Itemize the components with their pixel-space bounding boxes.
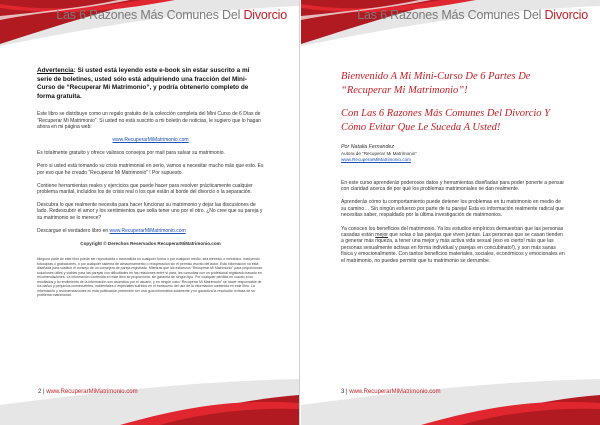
page-footer	[341, 389, 441, 395]
footer-swoosh	[301, 365, 600, 425]
page-number: 3 |	[341, 389, 350, 395]
course-subtitle: Con Las 6 Razones Más Comunes Del Divorcio Y Cómo Evitar Que Le Suceda A Usted!	[341, 108, 551, 133]
right-content	[341, 70, 566, 271]
author-role: Autora de “Recuperar Mi Matrimonio”	[341, 150, 417, 156]
paragraph-6: Descargue el verdadero libro en www.RecuperarMiMatrimonio.com	[37, 227, 186, 234]
welcome-title: Bienvenido A Mi Mini-Curso De 6 Partes De “Recuperar Mi Matrimonio”!	[341, 71, 531, 96]
paragraph-4: Contiene herramientas reales y ejercicios que puede hacer para resolver prácticamente cualquier problema marital, incluidos los de crisis real o los que están al borde del divorcio o la separación.	[37, 182, 253, 195]
header-title-accent: Divorcio	[544, 8, 588, 22]
footer-brand: www.RecuperarMiMatrimonio.com	[349, 389, 441, 395]
paragraph-1: Este libro se distribuye como un regalo gratuito de la colección completa del Mini Curso de 6 Días de “Recuperar Mi Matrimonio”. Si usted no está suscrito a mi boletín de noticias, le sugiero que lo hagan ahora en mi página web:	[37, 111, 262, 130]
author-block	[341, 144, 566, 164]
website-link-1[interactable]: www.RecuperarMiMatrimonio.com	[112, 136, 189, 143]
legal-disclaimer: Ninguna parte de este libro puede ser reproducida o transmitida en cualquier forma o por cualquier medio, sea eléctrico o mecánico, incluyendo fotocopias o grabaciones, o por cualquier sistema de almacenamiento o recuperación sin el permiso escrito del autor. Esta información no está diseñada para sustituir el consejo de un consejero de pareja registrado. Mientras que los esfuerzos “Recuperar Mi Matrimonio” para proporcionar soluciones útiles y viables para las parejas con dificultades en las relaciones entre sí para, les consultas con un profesional registrado basado en recomendaciones. La información contenida en este libro se proporciona, sin garantía de ningún tipo. Por cualquier pérdida en cuanto a los resultados y la rendimiento de la información son asumidos por el usuario, y en ningún caso “Recuperar Mi Matrimonio” se hacer responsable de los daños y perjuicios consecuentes, incidentales o especiales sufridos en el transcurso del uso de la información contenida en este libro. La información y recomendaciones en esta publicación pretenden ser una guía informativa solamente y no garantiza la resolución exitosa de su problema matrimonial.	[37, 257, 262, 298]
warning-paragraph	[37, 67, 264, 101]
underlined-word: mejor	[375, 231, 389, 238]
page-3	[301, 0, 600, 425]
page-footer	[38, 389, 138, 395]
left-content	[37, 67, 264, 305]
paragraph-2: Aprenderás cómo tu comportamiento puede detener los problemas en tu matrimonio en medio de su camino… Sin ningún esfuerzo por parte de tu pareja! Esta es información realmente radical que necesitas saber, respaldado por la última investigación de matrimonios.	[341, 199, 564, 219]
paragraph-1: En este curso aprenderás poderosos datos y herramientas diseñadas para poder ponerte a pensar con claridad acerca de por qué los problemas matrimoniales se dan realmente.	[341, 179, 565, 192]
header-title: Las 6 Razones Más Comunes Del Divorcio	[357, 8, 588, 22]
warning-text: : Si usted está leyendo este e-book sin estar suscrito a mi serie de boletines, usted sólo está adquiriendo una fracción del Mini-Curso de “Recuperar Mi Matrimonio”, y podría obtenerlo completo de forma gratuita.	[37, 67, 250, 100]
header-title-accent: Divorcio	[243, 8, 287, 22]
author-website-link[interactable]: www.RecuperarMiMatrimonio.com	[341, 157, 411, 162]
paragraph-5: Descubra lo que realmente necesita para hacer funcionar su matrimonio y dejar las discusiones de lado. Redescubrir el amor y los sentimientos que solía tener uno por el otro. ¿No cree que su pareja y su matrimonio se lo merece?	[37, 202, 263, 221]
footer-brand: www.RecuperarMiMatrimonio.com	[46, 389, 138, 395]
header-title: Las 6 Razones Más Comunes Del Divorcio	[56, 8, 287, 22]
paragraph-3: Ya conoces los beneficios del matrimonio. Ya los estudios empíricos demuestran que las personas casadas están mejor que solas o las parejas que viven juntas. Las personas que se casan tienden a generar más riqueza, a tener una mejor y más activa vida sexual (eso es cierto! más que las personas sexualmente activas en forma individual y parejas en concubinato!), y son más sanas física y emocionalmente. Con tantos beneficios materiales, sociales, económicos y emocionales en el matrimonio, no puedes permitir que tu matrimonio se derrumbe.	[341, 225, 565, 264]
paragraph-3: Pero si usted está tomando su crisis matrimonial en serio, vamos a necesitar mucho más que esto. Es por eso que he creado “Recuperar Mi Matrimonio” ! Por supuesto.	[37, 163, 264, 176]
website-link-2[interactable]: www.RecuperarMiMatrimonio.com	[109, 227, 186, 234]
copyright-notice: Copyright © Derechos Reservados RecuperarMiMatrimonio.com	[80, 241, 221, 247]
paragraph-2: Es totalmente gratuito y ofrece valiosos consejos por mail para salvar su matrimonio.	[37, 150, 225, 157]
warning-label: Advertencia	[37, 67, 74, 74]
author-name: Por Natalia Fernandez	[341, 144, 394, 150]
footer-swoosh	[0, 365, 299, 425]
page-number: 2 |	[38, 389, 47, 395]
